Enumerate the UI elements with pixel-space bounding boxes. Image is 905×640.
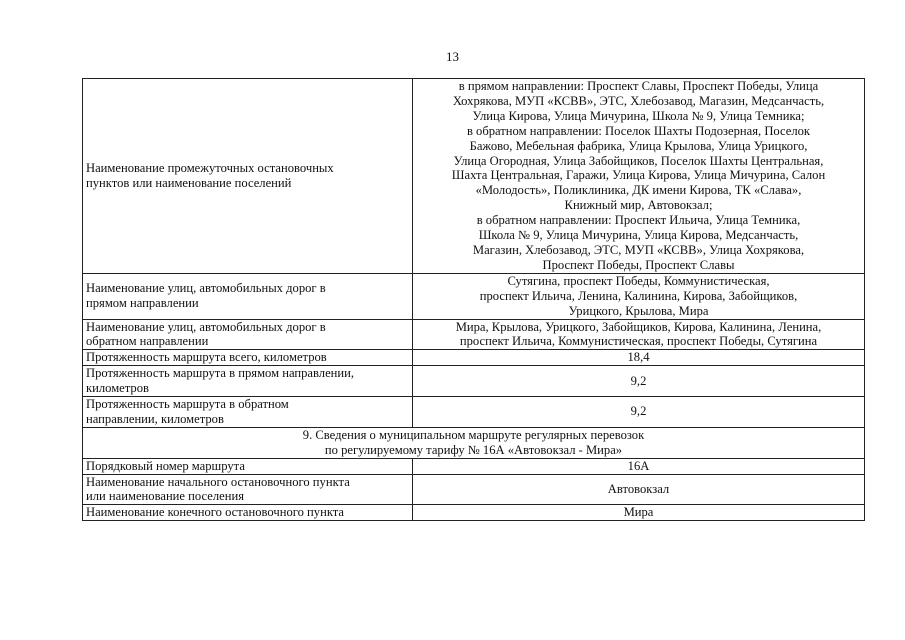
- section-heading-line: по регулируемому тарифу № 16А «Автовокзал - Мира»: [324, 442, 623, 457]
- row-label: [83, 474, 413, 505]
- table-row: [83, 79, 865, 274]
- table-row: [83, 350, 865, 366]
- row-value: [413, 273, 865, 319]
- row-value: [413, 458, 865, 474]
- section-heading: [83, 427, 865, 458]
- label-line: Протяженность маршрута всего, километров: [86, 350, 327, 365]
- label-line: пунктов или наименование поселений: [86, 175, 292, 190]
- value-line: Мира: [623, 505, 654, 520]
- value-line: в прямом направлении: Проспект Славы, Проспект Победы, Улица: [458, 79, 819, 93]
- table-row: [83, 397, 865, 428]
- label-line: километров: [86, 381, 149, 396]
- row-value: [413, 474, 865, 505]
- value-line: Сутягина, проспект Победы, Коммунистическая,: [507, 273, 770, 288]
- value-line: в обратном направлении: Поселок Шахты Подозерная, Поселок: [466, 123, 811, 138]
- value-line: Улица Огородная, Улица Забойщиков, Поселок Шахты Центральная,: [453, 153, 824, 168]
- value-line: 18,4: [627, 350, 650, 365]
- table-row: [83, 366, 865, 397]
- label-line: прямом направлении: [86, 296, 199, 311]
- row-label: [83, 79, 413, 274]
- row-label: [83, 505, 413, 521]
- label-line: Наименование начального остановочного пункта: [86, 474, 350, 489]
- row-label: [83, 319, 413, 350]
- label-line: Наименование конечного остановочного пункта: [86, 505, 345, 520]
- row-value: [413, 366, 865, 397]
- value-line: Шахта Центральная, Гаражи, Улица Кирова, Улица Мичурина, Салон: [451, 168, 826, 183]
- row-value: [413, 397, 865, 428]
- value-line: Школа № 9, Улица Мичурина, Улица Кирова, Медсанчасть,: [478, 228, 799, 243]
- value-line: «Молодость», Поликлиника, ДК имени Кирова, ТК «Слава»,: [475, 183, 802, 198]
- label-line: обратном направлении: [86, 334, 209, 349]
- row-label: [83, 350, 413, 366]
- label-line: Наименование улиц, автомобильных дорог в: [86, 319, 326, 334]
- row-label: [83, 273, 413, 319]
- label-line: Наименование промежуточных остановочных: [86, 160, 334, 175]
- value-line: Хохрякова, МУП «КСВВ», ЭТС, Хлебозавод, Магазин, Медсанчасть,: [452, 93, 825, 108]
- value-line: Мира, Крылова, Урицкого, Забойщиков, Кирова, Калинина, Ленина,: [455, 319, 822, 334]
- value-line: Проспект Победы, Проспект Славы: [542, 257, 735, 272]
- section-heading-row: [83, 427, 865, 458]
- route-info-table: [82, 78, 865, 521]
- table-row: [83, 273, 865, 319]
- label-line: Протяженность маршрута в обратном: [86, 397, 289, 412]
- label-line: направлении, километров: [86, 411, 224, 426]
- value-line: Книжный мир, Автовокзал;: [564, 198, 713, 213]
- row-value: [413, 505, 865, 521]
- row-value: [413, 319, 865, 350]
- label-line: или наименование поселения: [86, 489, 244, 504]
- value-line: Магазин, Хлебозавод, ЭТС, МУП «КСВВ», Улица Хохрякова,: [472, 242, 805, 257]
- value-line: Бажово, Мебельная фабрика, Улица Крылова, Улица Урицкого,: [469, 138, 808, 153]
- value-line: 9,2: [630, 373, 647, 388]
- row-value: [413, 350, 865, 366]
- value-line: Улица Кирова, Улица Мичурина, Школа № 9, Улица Темника;: [472, 108, 805, 123]
- value-line: 16А: [627, 458, 650, 473]
- value-line: 9,2: [630, 404, 647, 419]
- value-line: проспект Ильича, Ленина, Калинина, Кирова, Забойщиков,: [479, 288, 798, 303]
- table-row: [83, 458, 865, 474]
- row-label: [83, 397, 413, 428]
- value-line: проспект Ильича, Коммунистическая, проспект Победы, Сутягина: [459, 334, 818, 349]
- label-line: Порядковый номер маршрута: [86, 458, 245, 473]
- table-row: [83, 319, 865, 350]
- row-label: [83, 366, 413, 397]
- table-row: [83, 474, 865, 505]
- section-heading-line: 9. Сведения о муниципальном маршруте регулярных перевозок: [302, 427, 645, 442]
- value-line: Урицкого, Крылова, Мира: [568, 303, 709, 318]
- page-number: 13: [446, 49, 459, 64]
- value-line: Автовокзал: [607, 482, 670, 497]
- table-row: [83, 505, 865, 521]
- value-line: в обратном направлении: Проспект Ильича, Улица Темника,: [476, 213, 801, 228]
- label-line: Наименование улиц, автомобильных дорог в: [86, 281, 326, 296]
- row-value: [413, 79, 865, 274]
- label-line: Протяженность маршрута в прямом направлении,: [86, 366, 355, 381]
- row-label: [83, 458, 413, 474]
